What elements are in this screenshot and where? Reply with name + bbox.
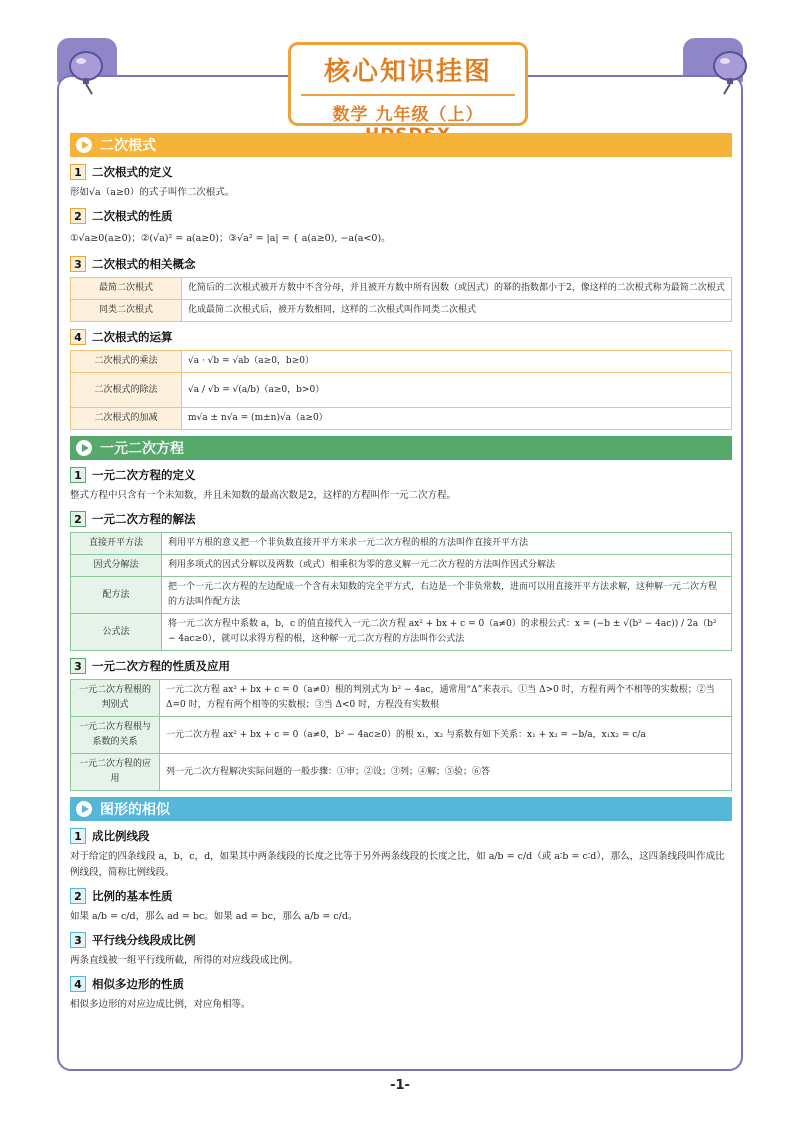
subsection-title: 相似多边形的性质 [92, 977, 184, 991]
table-label: 最简二次根式 [71, 278, 182, 300]
section-title: 图形的相似 [100, 802, 170, 818]
paragraph: 整式方程中只含有一个未知数，并且未知数的最高次数是2，这样的方程叫作一元二次方程。 [70, 490, 457, 501]
subsection-header [70, 328, 732, 346]
subsection-number: 3 [70, 256, 86, 272]
table-label: 二次根式的加减 [71, 408, 182, 430]
play-icon [76, 801, 92, 817]
table-row [71, 614, 732, 651]
table-label: 公式法 [71, 614, 162, 651]
subsection-header [70, 975, 732, 993]
table-label: 一元二次方程根的判别式 [71, 680, 160, 717]
table-label: 二次根式的乘法 [71, 351, 182, 373]
table-row [71, 680, 732, 717]
table-row [71, 300, 732, 322]
paragraph: 对于给定的四条线段 a，b，c，d，如果其中两条线段的长度之比等于另外两条线段的长度之比，如 a/b = c/d（或 a∶b = c∶d），那么，这四条线段叫作成比例线段，简称比例线段。 [70, 851, 725, 878]
subsection-number: 4 [70, 329, 86, 345]
table-row [71, 754, 732, 791]
subsection-header [70, 931, 732, 949]
table-cell: 利用平方根的意义把一个非负数直接开平方来求一元二次方程的根的方法叫作直接开平方法 [162, 533, 732, 555]
table-label: 因式分解法 [71, 555, 162, 577]
subsection-title: 一元二次方程的解法 [92, 512, 196, 526]
subsection-title: 二次根式的定义 [92, 165, 173, 179]
subsection-number: 4 [70, 976, 86, 992]
play-icon [76, 440, 92, 456]
table-row [71, 351, 732, 373]
page-number: -1- [390, 1078, 410, 1093]
play-icon [76, 137, 92, 153]
subsection-title: 比例的基本性质 [92, 889, 173, 903]
paragraph: 如果 a/b = c/d，那么 ad = bc。如果 ad = bc，那么 a/b = c/d。 [70, 911, 358, 922]
concept-table [70, 277, 732, 322]
subsection-title: 二次根式的性质 [92, 209, 173, 223]
operation-table [70, 350, 732, 430]
page-title: 核心知识挂图 [323, 57, 492, 87]
property-table [70, 679, 732, 791]
subsection-header [70, 510, 732, 528]
table-label: 一元二次方程的应用 [71, 754, 160, 791]
subsection-header [70, 163, 732, 181]
paragraph: 两条直线被一组平行线所截，所得的对应线段成比例。 [70, 955, 299, 966]
subsection-number: 1 [70, 467, 86, 483]
subsection-number: 2 [70, 511, 86, 527]
page-subtitle: 数学 九年级（上） [301, 94, 515, 145]
table-row [71, 408, 732, 430]
table-cell: 化成最简二次根式后，被开方数相同，这样的二次根式叫作同类二次根式 [182, 300, 732, 322]
table-label: 同类二次根式 [71, 300, 182, 322]
table-row [71, 373, 732, 408]
subsection-title: 二次根式的相关概念 [92, 257, 196, 271]
table-cell: 一元二次方程 ax² + bx + c = 0（a≠0，b² − 4ac≥0）的根 x₁，x₂ 与系数有如下关系：x₁ + x₂ = −b/a，x₁x₂ = c/a [160, 717, 732, 754]
subsection-title: 一元二次方程的性质及应用 [92, 659, 230, 673]
subsection-header [70, 657, 732, 675]
title-box [288, 42, 528, 126]
subsection-title: 平行线分线段成比例 [92, 933, 196, 947]
table-cell: 化简后的二次根式被开方数中不含分母，并且被开方数中所有因数（或因式）的幂的指数都小于2，像这样的二次根式称为最简二次根式 [182, 278, 732, 300]
subsection-number: 2 [70, 888, 86, 904]
method-table [70, 532, 732, 651]
subsection-number: 3 [70, 658, 86, 674]
subsection-header [70, 207, 732, 225]
section-header [70, 436, 732, 460]
table-cell: 一元二次方程 ax² + bx + c = 0（a≠0）根的判别式为 b² − 4ac，通常用“Δ”来表示。①当 Δ>0 时，方程有两个不相等的实数根；②当 Δ=0 时，方程有两个相等的实数根；③当 Δ<0 时，方程没有实数根 [160, 680, 732, 717]
table-row [71, 577, 732, 614]
paragraph: 相似多边形的对应边成比例，对应角相等。 [70, 999, 251, 1010]
section-title: 一元二次方程 [100, 441, 184, 457]
table-row [71, 533, 732, 555]
table-cell: 把一个一元二次方程的左边配成一个含有未知数的完全平方式，右边是一个非负常数，进而可以用直接开平方法求解，这种解一元二次方程的方法叫作配方法 [162, 577, 732, 614]
pushpin-icon [702, 42, 756, 96]
table-row [71, 278, 732, 300]
subsection-header [70, 827, 732, 845]
table-label: 二次根式的除法 [71, 373, 182, 408]
subsection-header [70, 887, 732, 905]
table-cell: 利用多项式的因式分解以及两数（或式）相乘积为零的意义解一元二次方程的方法叫作因式分解法 [162, 555, 732, 577]
section-header [70, 797, 732, 821]
table-cell: √a · √b = √ab（a≥0，b≥0） [182, 351, 732, 373]
table-row [71, 555, 732, 577]
subsection-header [70, 466, 732, 484]
table-label: 配方法 [71, 577, 162, 614]
section-header [70, 133, 732, 157]
table-cell: 将一元二次方程中系数 a，b，c 的值直接代入一元二次方程 ax² + bx + c = 0（a≠0）的求根公式：x = (−b ± √(b² − 4ac)) / 2a（b² − 4ac≥0），就可以求得方程的根，这种解一元二次方程的方法叫作公式法 [162, 614, 732, 651]
content [70, 133, 732, 1015]
table-cell: √a / √b = √(a/b)（a≥0，b>0） [182, 373, 732, 408]
subsection-number: 1 [70, 164, 86, 180]
subsection-number: 2 [70, 208, 86, 224]
subsection-header [70, 255, 732, 273]
table-label: 直接开平方法 [71, 533, 162, 555]
table-label: 一元二次方程根与系数的关系 [71, 717, 160, 754]
paragraph: 形如√a（a≥0）的式子叫作二次根式。 [70, 187, 235, 198]
paragraph: ①√a≥0(a≥0)；②(√a)² = a(a≥0)；③√a² = |a| = { a(a≥0), −a(a<0)。 [70, 233, 391, 244]
subsection-title: 成比例线段 [92, 829, 150, 843]
subsection-title: 一元二次方程的定义 [92, 468, 196, 482]
table-cell: 列一元二次方程解决实际问题的一般步骤：①审；②设；③列；④解；⑤验；⑥答 [160, 754, 732, 791]
subsection-number: 3 [70, 932, 86, 948]
table-cell: m√a ± n√a = (m±n)√a（a≥0） [182, 408, 732, 430]
subsection-title: 二次根式的运算 [92, 330, 173, 344]
subsection-number: 1 [70, 828, 86, 844]
table-row [71, 717, 732, 754]
section-title: 二次根式 [100, 138, 156, 154]
pushpin-icon [60, 42, 114, 96]
